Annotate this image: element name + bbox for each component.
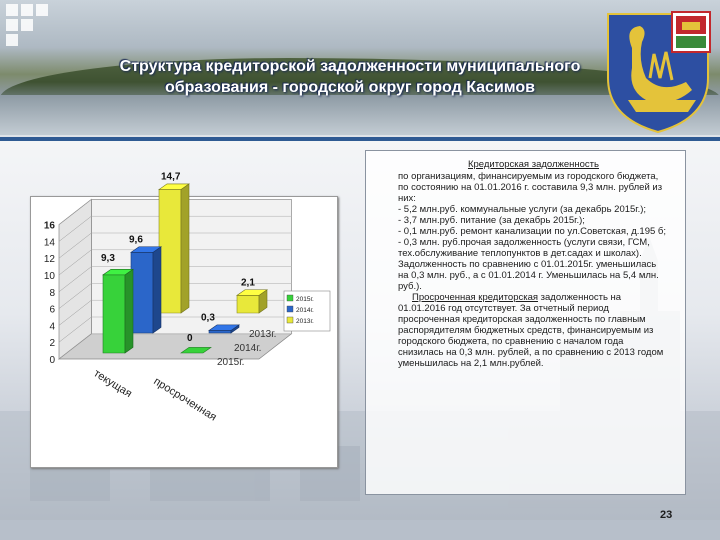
y-tick-label: 12 <box>43 254 55 266</box>
text-heading: Кредиторская задолженность <box>467 159 599 170</box>
bar-2014г.-текущая <box>131 252 153 333</box>
data-label: 2,1 <box>241 277 255 289</box>
bar-2015г.-текущая <box>103 275 125 353</box>
legend-swatch <box>287 317 293 323</box>
bar-2013г.-просроченная <box>237 295 259 313</box>
text-paragraph-1: по организациям, финансируемым из городского бюджета, по состоянию на 01.01.2016 г. составила 9,3 млн. рублей из них: <box>398 171 663 204</box>
series-depth-label: 2014г. <box>234 343 262 354</box>
y-tick-label: 2 <box>49 338 55 350</box>
data-label: 9,6 <box>129 234 143 246</box>
category-label: просроченная <box>151 375 219 424</box>
text-paragraph-3 <box>398 292 669 369</box>
legend-label: 2013г. <box>296 318 314 325</box>
text-paragraph-2: Задолженность по сравнению с 01.01.2015г. уменьшилась на 0,3 млн. руб., а с 01.01.2014 г. Уменьшилась на 5,4 млн. руб.). <box>398 259 659 292</box>
data-label: 14,7 <box>161 171 181 183</box>
overdue-text: задолженность на 01.01.2016 год отсутствует. За отчетный период просроченная кредиторская задолженность по главным распорядителям бюджетных средств, финансируемым из городского бюджета, по сравнению с началом года снизилась на 0,3 млн. рублей, а по сравнению с 2013 годом уменьшилась на 2,1 млн.рублей. <box>398 292 664 369</box>
category-label: текущая <box>91 367 134 401</box>
series-depth-label: 2015г. <box>217 357 245 368</box>
list-item: - 0,1 млн.руб. ремонт канализации по ул.Советская, д.195 б; <box>398 226 667 237</box>
bar-side-2014г.-текущая <box>153 247 161 333</box>
page-number: 23 <box>660 509 673 521</box>
coat-of-arms-icon <box>602 8 714 136</box>
chart-panel <box>30 171 338 468</box>
bar-side-2015г.-текущая <box>125 269 133 353</box>
y-tick-label: 6 <box>49 304 55 316</box>
list-item: - 3,7 млн.руб. питание (за декабрь 2015г.); <box>398 215 585 226</box>
bar-side-2013г.-текущая <box>181 184 189 313</box>
legend-label: 2014г. <box>296 307 314 314</box>
list-item: - 0,3 млн. руб.прочая задолженность (услуги связи, ГСМ, тех.обслуживание теплопунктов в дет.садах и школах). <box>398 237 650 259</box>
y-tick-label: 10 <box>43 271 55 282</box>
legend-swatch <box>287 306 293 312</box>
header-banner <box>0 0 720 135</box>
y-tick-label: 14 <box>43 237 55 249</box>
footer-bar <box>0 520 720 540</box>
data-label: 0,3 <box>201 312 215 324</box>
y-tick-label: 8 <box>49 287 55 299</box>
slide-title: Структура кредиторской задолженности муниципального образования - городской округ город Касимов <box>119 58 581 96</box>
list-item: - 5,2 млн.руб. коммунальные услуги (за декабрь 2015г.); <box>398 204 647 215</box>
legend-label: 2015г. <box>296 296 314 303</box>
text-panel <box>365 150 686 495</box>
data-label: 0 <box>187 333 193 344</box>
series-depth-label: 2013г. <box>249 329 277 340</box>
bar-chart <box>31 171 337 467</box>
overdue-term: Просроченная кредиторская <box>412 292 539 303</box>
bar-2014г.-просроченная <box>209 330 231 333</box>
y-tick-label: 16 <box>43 220 55 232</box>
y-tick-label: 4 <box>49 321 55 333</box>
legend-swatch <box>287 295 293 301</box>
y-tick-label: 0 <box>49 355 55 366</box>
bar-2013г.-текущая <box>159 190 181 313</box>
data-label: 9,3 <box>101 252 115 264</box>
